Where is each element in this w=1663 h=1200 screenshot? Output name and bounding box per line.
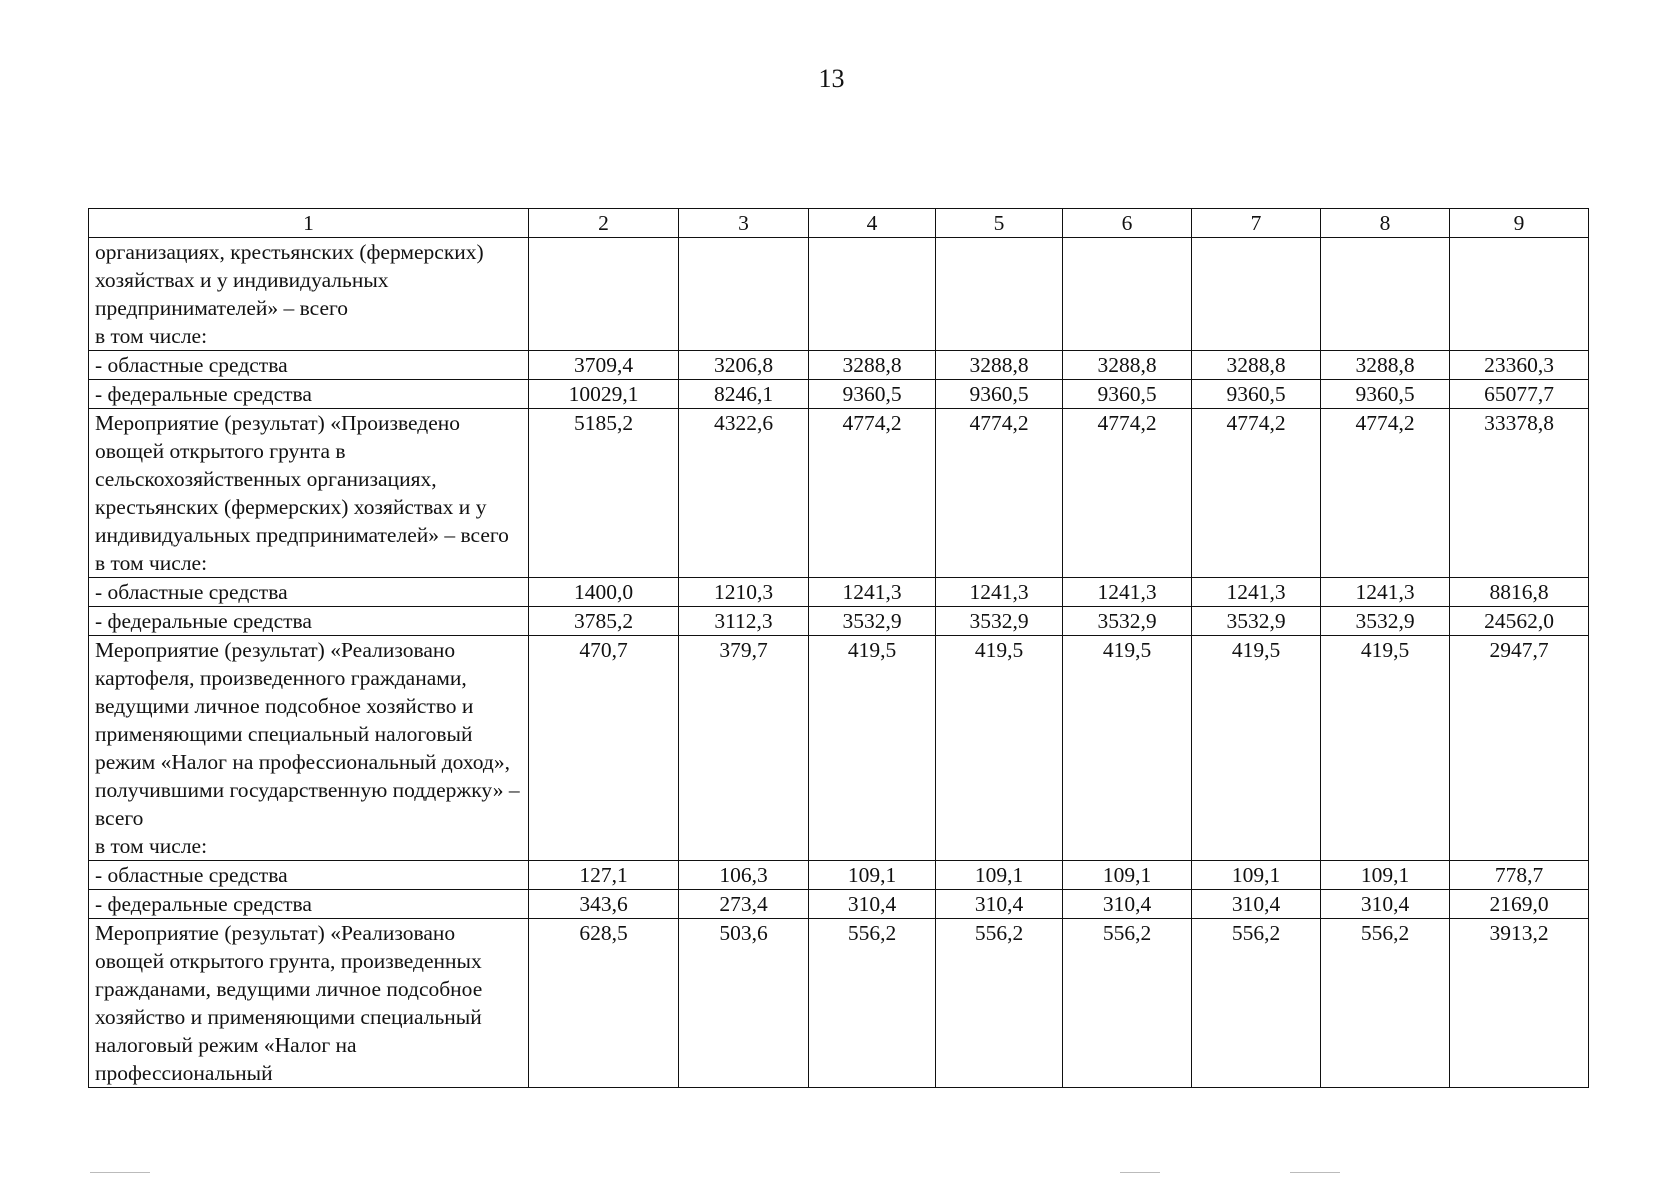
row-label: - областные средства (89, 861, 529, 890)
value-cell: 310,4 (936, 890, 1063, 919)
value-cell (1321, 238, 1450, 351)
value-cell: 9360,5 (1192, 380, 1321, 409)
value-cell: 310,4 (1192, 890, 1321, 919)
value-cell: 106,3 (679, 861, 809, 890)
value-cell: 379,7 (679, 636, 809, 861)
value-cell: 556,2 (936, 919, 1063, 1088)
value-cell: 556,2 (1321, 919, 1450, 1088)
value-cell: 419,5 (936, 636, 1063, 861)
value-cell: 419,5 (1192, 636, 1321, 861)
row-label: Мероприятие (результат) «Произведено овощей открытого грунта в сельскохозяйственных организациях, крестьянских (фермерских) хозяйствах и у индивидуальных предпринимателей» – всего в том числе: (89, 409, 529, 578)
value-cell: 10029,1 (529, 380, 679, 409)
value-cell: 3532,9 (1192, 607, 1321, 636)
value-cell: 1241,3 (936, 578, 1063, 607)
table-row (89, 578, 1589, 607)
value-cell: 8246,1 (679, 380, 809, 409)
row-label: - федеральные средства (89, 607, 529, 636)
value-cell: 310,4 (1321, 890, 1450, 919)
value-cell: 33378,8 (1450, 409, 1589, 578)
value-cell: 556,2 (809, 919, 936, 1088)
table-row (89, 409, 1589, 578)
value-cell: 23360,3 (1450, 351, 1589, 380)
value-cell: 9360,5 (1063, 380, 1192, 409)
value-cell: 4322,6 (679, 409, 809, 578)
value-cell: 470,7 (529, 636, 679, 861)
value-cell: 109,1 (809, 861, 936, 890)
value-cell: 419,5 (809, 636, 936, 861)
column-header: 7 (1192, 209, 1321, 238)
column-header: 9 (1450, 209, 1589, 238)
value-cell: 9360,5 (1321, 380, 1450, 409)
value-cell: 778,7 (1450, 861, 1589, 890)
value-cell: 109,1 (1063, 861, 1192, 890)
value-cell: 3288,8 (809, 351, 936, 380)
table-row (89, 351, 1589, 380)
value-cell: 8816,8 (1450, 578, 1589, 607)
value-cell: 3288,8 (1063, 351, 1192, 380)
table-row (89, 861, 1589, 890)
table-row (89, 238, 1589, 351)
table-row (89, 607, 1589, 636)
value-cell: 9360,5 (809, 380, 936, 409)
budget-table (88, 208, 1589, 1088)
column-header: 1 (89, 209, 529, 238)
value-cell: 3288,8 (1192, 351, 1321, 380)
value-cell: 109,1 (1192, 861, 1321, 890)
value-cell (529, 238, 679, 351)
value-cell: 3532,9 (936, 607, 1063, 636)
value-cell: 3785,2 (529, 607, 679, 636)
value-cell: 1241,3 (1192, 578, 1321, 607)
value-cell: 556,2 (1063, 919, 1192, 1088)
table-row (89, 919, 1589, 1088)
value-cell (1192, 238, 1321, 351)
value-cell: 3532,9 (1321, 607, 1450, 636)
value-cell: 24562,0 (1450, 607, 1589, 636)
value-cell: 419,5 (1063, 636, 1192, 861)
table-row (89, 380, 1589, 409)
column-header: 5 (936, 209, 1063, 238)
value-cell: 4774,2 (809, 409, 936, 578)
value-cell: 273,4 (679, 890, 809, 919)
row-label: - областные средства (89, 578, 529, 607)
table-row (89, 890, 1589, 919)
row-label: - федеральные средства (89, 380, 529, 409)
value-cell (936, 238, 1063, 351)
value-cell (1450, 238, 1589, 351)
value-cell: 5185,2 (529, 409, 679, 578)
value-cell (1063, 238, 1192, 351)
table-row (89, 636, 1589, 861)
table-body (89, 238, 1589, 1088)
column-header: 6 (1063, 209, 1192, 238)
value-cell: 4774,2 (1321, 409, 1450, 578)
value-cell: 3112,3 (679, 607, 809, 636)
value-cell: 1400,0 (529, 578, 679, 607)
value-cell: 3532,9 (1063, 607, 1192, 636)
value-cell: 3206,8 (679, 351, 809, 380)
value-cell: 109,1 (936, 861, 1063, 890)
value-cell: 1241,3 (1321, 578, 1450, 607)
value-cell: 3709,4 (529, 351, 679, 380)
value-cell: 310,4 (809, 890, 936, 919)
value-cell: 419,5 (1321, 636, 1450, 861)
value-cell: 1241,3 (809, 578, 936, 607)
value-cell: 109,1 (1321, 861, 1450, 890)
value-cell: 1241,3 (1063, 578, 1192, 607)
value-cell: 65077,7 (1450, 380, 1589, 409)
column-header: 2 (529, 209, 679, 238)
value-cell: 4774,2 (936, 409, 1063, 578)
value-cell: 2947,7 (1450, 636, 1589, 861)
value-cell: 310,4 (1063, 890, 1192, 919)
column-header: 8 (1321, 209, 1450, 238)
value-cell: 503,6 (679, 919, 809, 1088)
value-cell: 628,5 (529, 919, 679, 1088)
value-cell (809, 238, 936, 351)
value-cell: 3288,8 (1321, 351, 1450, 380)
value-cell: 1210,3 (679, 578, 809, 607)
row-label: Мероприятие (результат) «Реализовано овощей открытого грунта, произведенных гражданами, ведущими личное подсобное хозяйство и применяющими специальный налоговый режим «Налог на профессиональный (89, 919, 529, 1088)
value-cell: 4774,2 (1192, 409, 1321, 578)
value-cell: 3913,2 (1450, 919, 1589, 1088)
column-header: 4 (809, 209, 936, 238)
value-cell: 556,2 (1192, 919, 1321, 1088)
column-number-row (89, 209, 1589, 238)
column-header: 3 (679, 209, 809, 238)
row-label: организациях, крестьянских (фермерских) хозяйствах и у индивидуальных предпринимателей» – всего в том числе: (89, 238, 529, 351)
page-number: 13 (818, 64, 845, 93)
row-label: Мероприятие (результат) «Реализовано картофеля, произведенного гражданами, ведущими личное подсобное хозяйство и применяющими специальный налоговый режим «Налог на профессиональный доход», получившими государственную поддержку» – всего в том числе: (89, 636, 529, 861)
value-cell: 343,6 (529, 890, 679, 919)
value-cell: 2169,0 (1450, 890, 1589, 919)
value-cell: 3532,9 (809, 607, 936, 636)
value-cell (679, 238, 809, 351)
value-cell: 127,1 (529, 861, 679, 890)
value-cell: 3288,8 (936, 351, 1063, 380)
value-cell: 9360,5 (936, 380, 1063, 409)
row-label: - федеральные средства (89, 890, 529, 919)
row-label: - областные средства (89, 351, 529, 380)
value-cell: 4774,2 (1063, 409, 1192, 578)
